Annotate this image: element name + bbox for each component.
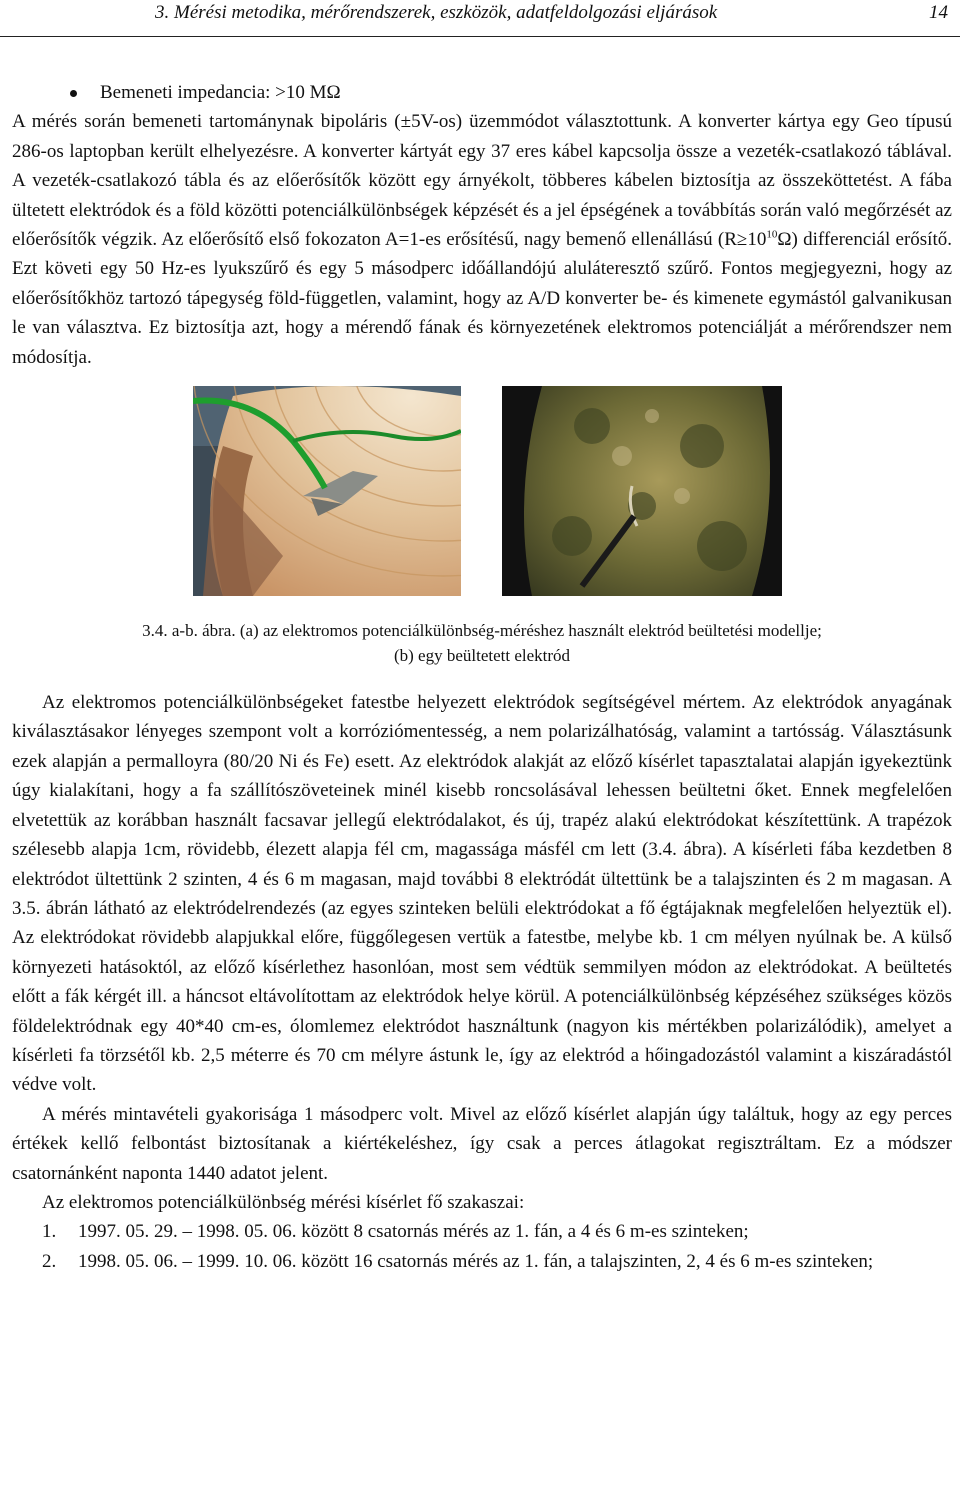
caption-line-1: 3.4. a-b. ábra. (a) az elektromos potenciálkülönbség-méréshez használt elektród beültetési modellje;: [142, 621, 822, 641]
electrode-model-photo: [193, 386, 461, 596]
paragraph-sampling: A mérés mintavételi gyakorisága 1 másodperc volt. Mivel az előző kísérlet alapján úgy találtuk, hogy az egy perces értékek kellő felbontást biztosítanak a kiértékeléshez, így csak a perces átlagokat regisztráltam. Ez a módszer csatornánként naponta 1440 adatot jelent.: [12, 1103, 952, 1184]
page-number: 14: [929, 2, 948, 23]
caption-line-2: (b) egy beültetett elektród: [393, 646, 571, 666]
page-header: [0, 0, 960, 37]
bullet-text: Bemeneti impedancia: >10 MΩ: [100, 82, 341, 103]
paragraph-electrodes: Az elektromos potenciálkülönbségeket fatestbe helyezett elektródok segítségével mértem. Az elektródok anyagának kiválasztásakor lényeges szempont volt a korróziómentesség, a nem polarizálhatóság, valamint a tartósság. Választásunk ezek alapján a permalloyra (80/20 Ni és Fe) esett. Az elektródok alakját az előző kísérlet tapasztalatai alapján igyekeztünk úgy kialakítani, hogy a fa szállítószöveteinek minél kisebb roncsolásával lehessen beültetni őket. Ennek megfelelően elvetettük az korábban használt facsavar jellegű elektródalakot, és új, trapéz alakú elektródokat készítettünk. A trapézok szélesebb alapja 1cm, rövidebb, élezett alapja fél cm, magassága másfél cm lett (3.4. ábra). A kísérleti fába kezdetben 8 elektródot ültettünk 2 szinten, 4 és 6 m magasan, majd további 8 elektródát ültettünk be a talajszinten és 2 m magasan. A 3.5. ábrán látható az elektródelrendezés (az egyes szinteken belüli elektródokat a fő égtájaknak megfelelően helyeztük el). Az elektródokat rövidebb alapjukkal előre, függőlegesen vertük a fatestbe, melybe kb. 1 cm mélyen nyúlnak be. A külső környezeti hatásoktól, az előző kísérlethez hasonlóan, most sem védtük semmilyen módon az elektródokat. A beültetés előtt a fák kérgét ill. a háncsot eltávolítottam az elektródok helye körül. A potenciálkülönbség képzéséhez szükséges közös földelektródnak egy 40*40 cm-es, ólomlemez elektródot használtunk (nagyon kis mértékben polarizálódik), amelyet a kísérleti fa törzsétől kb. 2,5 méterre és 70 cm mélyre ástunk le, így az elektród a hőingadozástól valamint a kiszáradástól védve volt.: [12, 692, 952, 1096]
bullet-icon: [70, 90, 77, 97]
bullet-item: [12, 78, 952, 107]
list-item: 1. 1997. 05. 29. – 1998. 05. 06. között 8 csatornás mérés az 1. fán, a 4 és 6 m-es szinteken;: [42, 1221, 749, 1243]
page-content: [12, 78, 952, 1276]
chapter-title: 3. Mérési metodika, mérőrendszerek, eszközök, adatfeldolgozási eljárások: [155, 2, 718, 23]
paragraph-phases-intro: Az elektromos potenciálkülönbség mérési kísérlet fő szakaszai:: [42, 1191, 525, 1213]
list-item: 2. 1998. 05. 06. – 1999. 10. 06. között 16 csatornás mérés az 1. fán, a talajszinten, 2, 4 és 6 m-es szinteken;: [42, 1250, 874, 1272]
planted-electrode-photo: [502, 386, 782, 596]
figure-photos: [12, 380, 952, 608]
phases-list: [12, 1217, 952, 1276]
figure-caption: [12, 618, 952, 668]
paragraph-measurement: A mérés során bemeneti tartománynak bipoláris (±5V-os) üzemmódot választottunk. A konverter kártya egy Geo típusú 286-os laptopban került elhelyezésre. A konverter kártyát egy 37 eres kábel kapcsolja össze a vezeték-csatlakozó táblával. A vezeték-csatlakozó tábla és az előerősítők között egy árnyékolt, többeres kábelen biztosítja az összeköttetést. A fába ültetett elektródok és a föld közötti potenciálkülönbségek képzését és a jel épségének a továbbítás során való megőrzését az előerősítők végzik. Az előerősítő első fokozaton A=1-es erősítésű, nagy bemenő ellenállású $(R\ge 10^{10}\Omega)$ differenciál erősítő. Ezt követi egy 50 Hz-es lyukszűrő és egy 5 másodperc időállandójú aluláteresztő szűrő. Fontos megjegyezni, hogy az előerősítőkhöz tartozó tápegység föld-független, valamint, hogy az A/D konverter be- és kimenete egymástól galvanikusan le van választva. Ez biztosítja azt, hogy a mérendő fának és környezetének elektromos potenciálját a mérőrendszer nem módosítja.: [12, 111, 952, 368]
